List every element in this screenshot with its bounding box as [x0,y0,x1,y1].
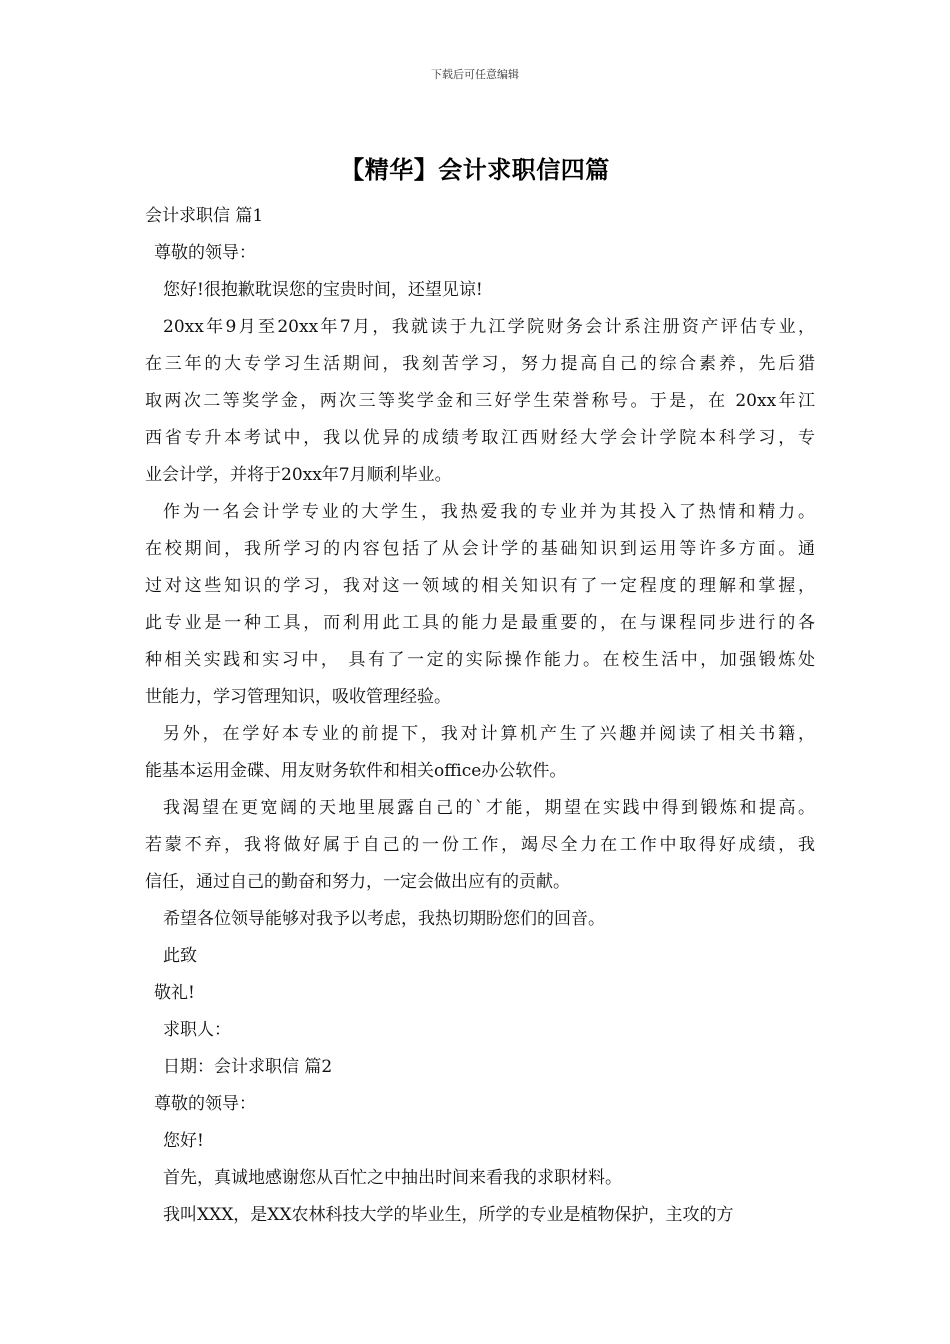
paragraph-line: 我叫XXX，是XX农林科技大学的毕业生，所学的专业是植物保护，主攻的方 [163,1205,734,1225]
paragraph-line: 西省专升本考试中，我以优异的成绩考取江西财经大学会计学院本科学习，专 [145,428,815,448]
salutation: 尊敬的领导： [154,1094,256,1114]
paragraph-line: 种相关实践和实习中， 具有了一定的实际操作能力。在校生活中，加强锻炼处 [145,650,815,670]
paragraph-line: 我渴望在更宽阔的天地里展露自己的`才能，期望在实践中得到锻炼和提高。 [163,798,815,818]
document-body [145,198,815,1234]
paragraph-line: 若蒙不弃，我将做好属于自己的一份工作，竭尽全力在工作中取得好成绩，我 [145,835,815,855]
date-line: 日期：会计求职信 篇2 [163,1057,333,1077]
paragraph-line: 业会计学，并将于20xx年7月顺利毕业。 [145,465,452,485]
paragraph-line: 在校期间，我所学习的内容包括了从会计学的基础知识到运用等许多方面。通 [145,539,815,559]
closing-line: 此致 [163,946,197,966]
header-note: 下载后可任意编辑 [431,68,519,81]
paragraph-line: 作为一名会计学专业的大学生，我热爱我的专业并为其投入了热情和精力。 [163,502,815,522]
salutation: 尊敬的领导： [154,243,256,263]
section-heading-1: 会计求职信 篇1 [145,206,264,226]
paragraph-line: 过对这些知识的学习，我对这一领域的相关知识有了一定程度的理解和掌握， [145,576,815,596]
document-title: 【精华】会计求职信四篇 [340,156,610,184]
paragraph-line: 此专业是一种工具，而利用此工具的能力是最重要的，在与课程同步进行的各 [145,613,815,633]
paragraph-line: 世能力，学习管理知识，吸收管理经验。 [145,687,451,707]
paragraph-line: 取两次二等奖学金，两次三等奖学金和三好学生荣誉称号。于是，在 20xx年江 [145,391,815,411]
paragraph-line: 能基本运用金碟、用友财务软件和相关office办公软件。 [145,761,567,781]
closing-line: 敬礼! [154,983,195,1003]
paragraph-line: 希望各位领导能够对我予以考虑，我热切期盼您们的回音。 [163,909,605,929]
paragraph-line: 信任，通过自己的勤奋和努力，一定会做出应有的贡献。 [145,872,570,892]
greeting: 您好! [163,1131,204,1151]
paragraph-line: 20xx年9月至20xx年7月，我就读于九江学院财务会计系注册资产评估专业， [163,317,815,337]
paragraph-line: 首先，真诚地感谢您从百忙之中抽出时间来看我的求职材料。 [163,1168,622,1188]
paragraph-line: 另外，在学好本专业的前提下，我对计算机产生了兴趣并阅读了相关书籍， [163,724,815,744]
greeting: 您好!很抱歉耽误您的宝贵时间，还望见谅! [163,280,483,300]
signature-line: 求职人： [163,1020,231,1040]
paragraph-line: 在三年的大专学习生活期间，我刻苦学习，努力提高自己的综合素养，先后猎 [145,354,815,374]
